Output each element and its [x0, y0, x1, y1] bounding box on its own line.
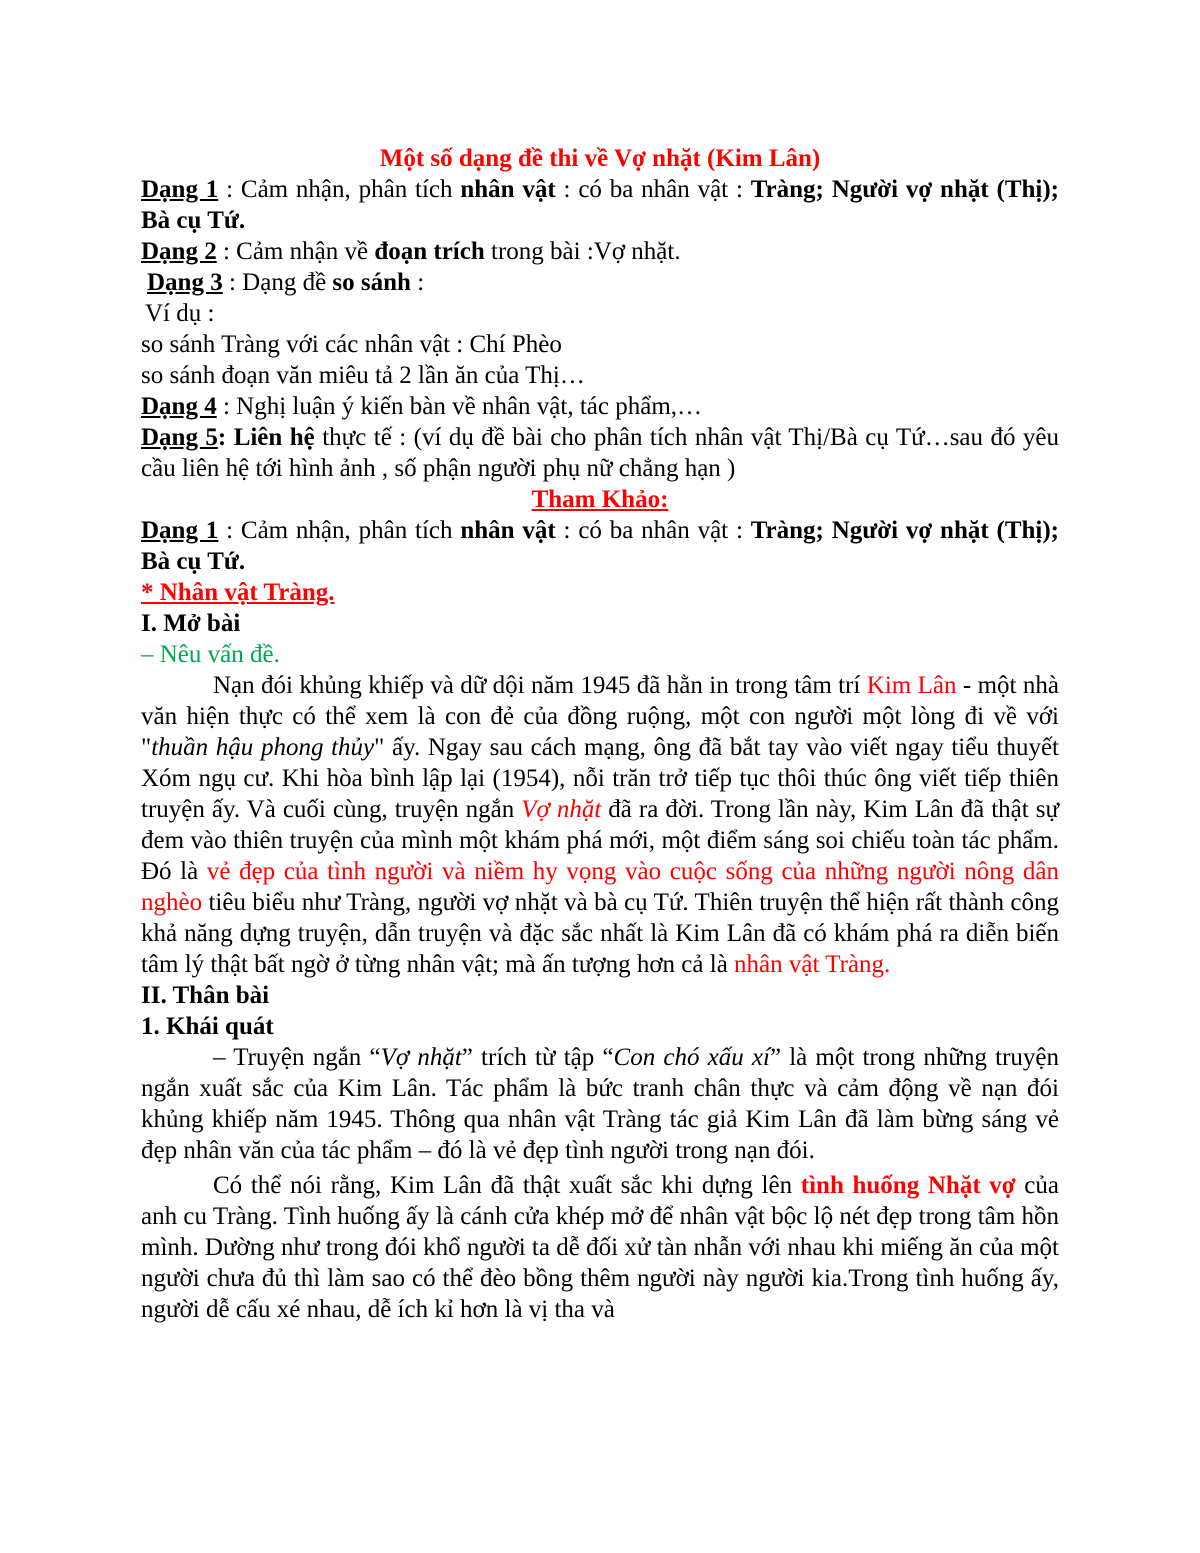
type-2-text-2: trong bài :Vợ nhặt. — [484, 238, 681, 265]
situation-text-2: của anh cu Tràng. Tình huống ấy là cánh cửa khép mở để nhân vật bộc lộ nét đẹp trong tâm hồn mình. Dường như trong đói khổ người ta dễ đối xử tàn nhẫn với nhau khi miếng ăn của một người chưa đủ thì làm sao có thể đèo bồng thêm người này người kia.Trong tình huống ấy, người dễ cấu xé nhau, dễ ích kỉ hơn là vị tha và — [141, 1172, 1060, 1323]
type-5-line — [141, 422, 1059, 484]
type-1-text-2: : có ba nhân vật : — [555, 176, 751, 203]
type-3-label: Dạng 3 — [147, 269, 223, 296]
type-5-text-1: : — [217, 424, 234, 451]
overview-text-3: ” là một trong những truyện ngắn xuất sắc của Kim Lân. Tác phẩm là bức tranh chân thực và cảm động về nạn đói khủng khiếp năm 1945. Thông qua nhân vật Tràng tác giả Kim Lân đã làm bừng sáng vẻ đẹp nhân văn của tác phẩm – đó là vẻ đẹp tình người trong nạn đói. — [141, 1044, 1059, 1164]
type-1-text-1: : Cảm nhận, phân tích — [218, 176, 461, 203]
example-label: Ví dụ : — [145, 300, 215, 327]
reference-heading: Tham Khảo: — [531, 486, 669, 513]
intro-paragraph — [141, 670, 1059, 980]
intro-text-3: " ấy. Ngay sau cách mạng, ông đã bắt tay vào viết ngay tiểu thuyết Xóm ngụ cư. Khi hòa bình lập lại (1954), nỗi trăn trở tiếp tục thôi thúc ông viết tiếp thiên truyện ấy. Và cuối cùng, truyện ngắn — [141, 734, 1059, 823]
intro-red-4: nhân vật Tràng. — [734, 951, 891, 978]
overview-italic-2: Con chó xấu xí — [613, 1044, 770, 1071]
type-2-label: Dạng 2 — [141, 238, 217, 265]
document-title: Một số dạng đề thi về Vợ nhặt (Kim Lân) — [379, 145, 821, 172]
intro-text-5: tiêu biểu như Tràng, người vợ nhặt và bà cụ Tứ. Thiên truyện thể hiện rất thành công khả năng dựng truyện, dẫn truyện và đặc sắc nhất là Kim Lân đã có khám phá ra diễn biến tâm lý thật bất ngờ ở từng nhân vật; mà ấn tượng hơn cả là — [141, 889, 1059, 978]
overview-heading: 1. Khái quát — [141, 1013, 274, 1040]
type-1-label: Dạng 1 — [141, 176, 219, 203]
type-2-bold-1: đoạn trích — [374, 238, 485, 265]
type-5-label: Dạng 5 — [141, 424, 218, 451]
ref-type-1-line — [141, 515, 1059, 577]
type-2-line — [141, 236, 1059, 267]
intro-subheading: – Nêu vấn đề. — [141, 641, 280, 668]
type-1-bold-1: nhân vật — [460, 176, 556, 203]
document-page — [141, 143, 1059, 1325]
type-3-bold-1: so sánh — [332, 269, 411, 296]
type-4-line — [141, 391, 1059, 422]
overview-italic-1: Vợ nhặt — [380, 1044, 462, 1071]
type-3-text-2: : — [410, 269, 425, 296]
type-3-line — [141, 267, 1059, 298]
situation-paragraph — [141, 1170, 1059, 1325]
intro-heading: I. Mở bài — [141, 610, 241, 637]
type-3-text-1: : Dạng đề — [222, 269, 333, 296]
type-1-bold-2: Tràng; Người vợ nhặt (Thị); Bà cụ Tứ. — [141, 176, 1060, 234]
example-2: so sánh đoạn văn miêu tả 2 lần ăn của Thị… — [141, 362, 585, 389]
ref-type-1-label: Dạng 1 — [141, 517, 219, 544]
intro-red-1: Kim Lân — [866, 672, 957, 699]
body-heading: II. Thân bài — [141, 982, 270, 1009]
intro-red-2: Vợ nhặt — [521, 796, 602, 823]
intro-text-1: Nạn đói khủng khiếp và dữ dội năm 1945 đã hằn in trong tâm trí — [213, 672, 867, 699]
intro-text-4: đã ra đời. Trong lần này, Kim Lân đã thật sự đem vào thiên truyện của mình một khám phá mới, một điểm sáng soi chiếu toàn tác phẩm. Đó là — [141, 796, 1060, 885]
type-2-text-1: : Cảm nhận về — [216, 238, 375, 265]
ref-type-1-text-2: : có ba nhân vật : — [555, 517, 751, 544]
ref-type-1-text-1: : Cảm nhận, phân tích — [218, 517, 461, 544]
type-4-text-1: : Nghị luận ý kiến bàn về nhân vật, tác phẩm,… — [216, 393, 703, 420]
intro-text-2: - một nhà văn hiện thực có thể xem là con đẻ của đồng ruộng, một con người một lòng đi về với " — [141, 672, 1059, 761]
ref-type-1-bold-1: nhân vật — [460, 517, 556, 544]
overview-text-1: – Truyện ngắn “ — [213, 1044, 381, 1071]
situation-red-bold-1: tình huống Nhặt vợ — [800, 1172, 1016, 1199]
overview-text-2: ” trích từ tập “ — [461, 1044, 614, 1071]
overview-paragraph — [141, 1042, 1059, 1166]
ref-type-1-bold-2: Tràng; Người vợ nhặt (Thị); Bà cụ Tứ. — [141, 517, 1060, 575]
type-1-line — [141, 174, 1059, 236]
character-heading: * Nhân vật Tràng. — [141, 579, 335, 606]
type-5-text-2: thực tế : (ví dụ đề bài cho phân tích nhân vật Thị/Bà cụ Tứ…sau đó yêu cầu liên hệ tới hình ảnh , số phận người phụ nữ chẳng hạn ) — [141, 424, 1059, 482]
intro-italic-1: thuần hậu phong thủy — [151, 734, 375, 761]
type-5-bold-1: Liên hệ — [233, 424, 315, 451]
type-4-label: Dạng 4 — [141, 393, 217, 420]
intro-red-3: vẻ đẹp của tình người và niềm hy vọng vào cuộc sống của những người nông dân nghèo — [141, 858, 1059, 916]
situation-text-1: Có thể nói rằng, Kim Lân đã thật xuất sắc khi dựng lên — [213, 1172, 801, 1199]
example-1: so sánh Tràng với các nhân vật : Chí Phèo — [141, 331, 562, 358]
